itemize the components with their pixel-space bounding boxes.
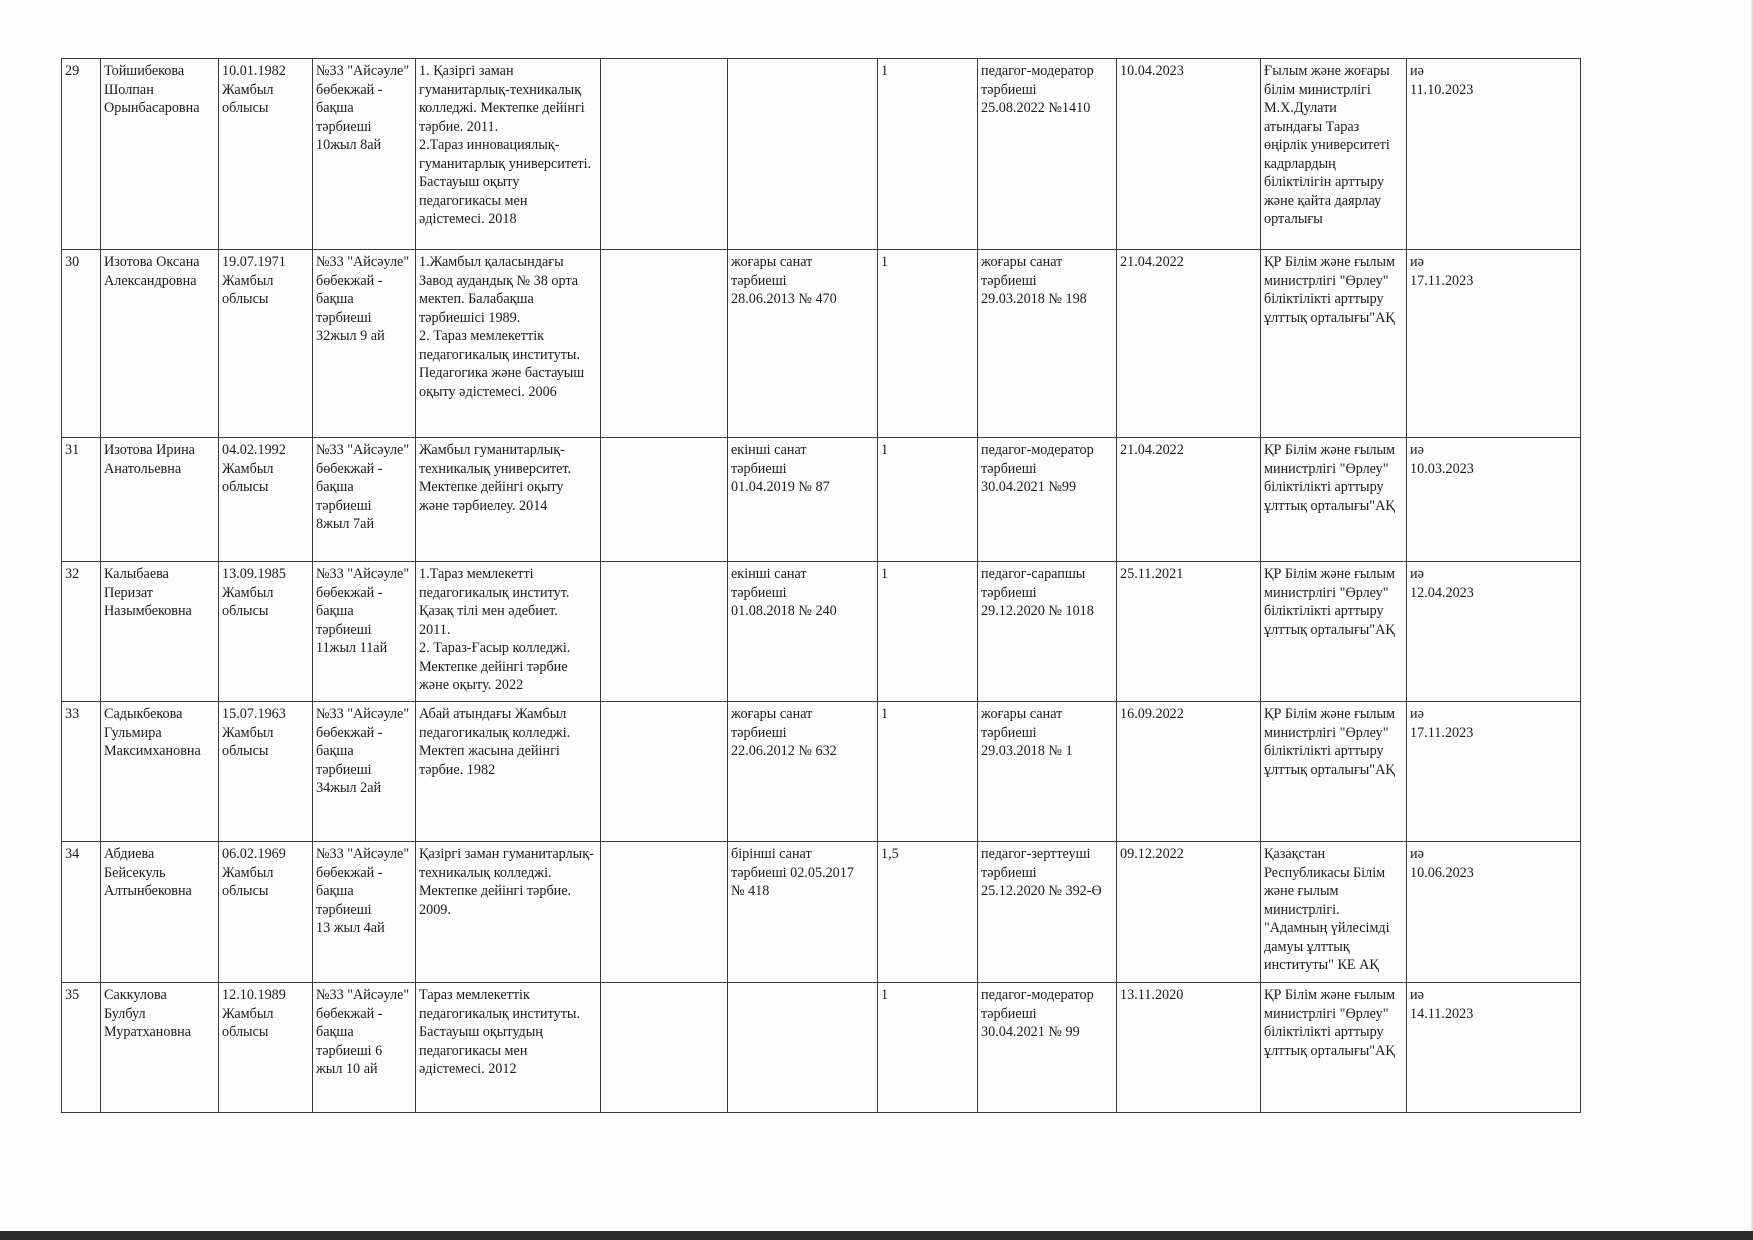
workplace-cell: №33 "Айсәуле" бөбекжай - бақша тәрбиеші 13 жыл 4ай xyxy=(313,842,416,983)
row-number-cell: 33 xyxy=(62,702,101,842)
education-cell: 1. Қазіргі заман гуманитарлық-техникалық колледжі. Мектепке дейінгі тәрбие. 2011. 2.Тараз инновациялық- гуманитарлық университеті. Бастауыш оқыту педагогикасы мен әдістемесі. 2018 xyxy=(416,59,601,250)
current-category-cell: педагог-модератор тәрбиеші 25.08.2022 №1410 xyxy=(978,59,1117,250)
previous-category-cell xyxy=(728,983,878,1113)
row-number-cell: 35 xyxy=(62,983,101,1113)
rate-cell: 1 xyxy=(878,438,978,562)
education-cell: Тараз мемлекеттік педагогикалық институты. Бастауыш оқытудың педагогикасы мен әдістемесі. 2012 xyxy=(416,983,601,1113)
course-organization-cell: ҚР Білім және ғылым министрлігі "Өрлеу" біліктілікті арттыру ұлттық орталығы"АҚ xyxy=(1261,562,1407,702)
course-organization-cell: Қазақстан Республикасы Білім және ғылым министрлігі. "Адамның үйлесімді дамуы ұлттық институты" КЕ АҚ xyxy=(1261,842,1407,983)
empty-cell xyxy=(601,702,728,842)
next-attestation-cell: иә 11.10.2023 xyxy=(1407,59,1581,250)
row-number-cell: 34 xyxy=(62,842,101,983)
empty-cell xyxy=(601,842,728,983)
row-number-cell: 31 xyxy=(62,438,101,562)
course-organization-cell: ҚР Білім және ғылым министрлігі "Өрлеу" біліктілікті арттыру ұлттық орталығы"АҚ xyxy=(1261,438,1407,562)
workplace-cell: №33 "Айсәуле" бөбекжай - бақша тәрбиеші 34жыл 2ай xyxy=(313,702,416,842)
current-category-cell: педагог-сарапшы тәрбиеші 29.12.2020 № 1018 xyxy=(978,562,1117,702)
full-name-cell: Саккулова Булбул Муратхановна xyxy=(101,983,219,1113)
previous-category-cell: жоғары санат тәрбиеші 22.06.2012 № 632 xyxy=(728,702,878,842)
birth-cell: 10.01.1982 Жамбыл облысы xyxy=(219,59,313,250)
workplace-cell: №33 "Айсәуле" бөбекжай - бақша тәрбиеші 32жыл 9 ай xyxy=(313,250,416,438)
row-number-cell: 32 xyxy=(62,562,101,702)
full-name-cell: Изотова Оксана Александровна xyxy=(101,250,219,438)
table-row xyxy=(62,983,1581,1113)
course-date-cell: 13.11.2020 xyxy=(1117,983,1261,1113)
empty-cell xyxy=(601,59,728,250)
full-name-cell: Садыкбекова Гульмира Максимхановна xyxy=(101,702,219,842)
course-date-cell: 10.04.2023 xyxy=(1117,59,1261,250)
row-number-cell: 29 xyxy=(62,59,101,250)
rate-cell: 1,5 xyxy=(878,842,978,983)
current-category-cell: жоғары санат тәрбиеші 29.03.2018 № 1 xyxy=(978,702,1117,842)
rate-cell: 1 xyxy=(878,250,978,438)
previous-category-cell: екінші санат тәрбиеші 01.08.2018 № 240 xyxy=(728,562,878,702)
full-name-cell: Абдиева Бейсекуль Алтынбековна xyxy=(101,842,219,983)
next-attestation-cell: иә 10.03.2023 xyxy=(1407,438,1581,562)
table-row xyxy=(62,438,1581,562)
full-name-cell: Изотова Ирина Анатольевна xyxy=(101,438,219,562)
education-cell: 1.Жамбыл қаласындағы Завод аудандық № 38 орта мектеп. Балабақша тәрбиешісі 1989. 2. Тараз мемлекеттік педагогикалық институты. Педагогика және бастауыш оқыту әдістемесі. 2006 xyxy=(416,250,601,438)
previous-category-cell: жоғары санат тәрбиеші 28.06.2013 № 470 xyxy=(728,250,878,438)
rate-cell: 1 xyxy=(878,983,978,1113)
course-organization-cell: ҚР Білім және ғылым министрлігі "Өрлеу" біліктілікті арттыру ұлттық орталығы"АҚ xyxy=(1261,983,1407,1113)
birth-cell: 13.09.1985 Жамбыл облысы xyxy=(219,562,313,702)
next-attestation-cell: иә 17.11.2023 xyxy=(1407,702,1581,842)
rate-cell: 1 xyxy=(878,702,978,842)
table-row xyxy=(62,702,1581,842)
birth-cell: 19.07.1971 Жамбыл облысы xyxy=(219,250,313,438)
course-date-cell: 09.12.2022 xyxy=(1117,842,1261,983)
staff-table-body xyxy=(62,59,1581,1113)
current-category-cell: педагог-зерттеуші тәрбиеші 25.12.2020 № 392-Ө xyxy=(978,842,1117,983)
next-attestation-cell: иә 14.11.2023 xyxy=(1407,983,1581,1113)
current-category-cell: педагог-модератор тәрбиеші 30.04.2021 №99 xyxy=(978,438,1117,562)
full-name-cell: Калыбаева Перизат Назымбековна xyxy=(101,562,219,702)
education-cell: Жамбыл гуманитарлық- техникалық университет. Мектепке дейінгі оқыту және тәрбиелеу. 2014 xyxy=(416,438,601,562)
empty-cell xyxy=(601,983,728,1113)
workplace-cell: №33 "Айсәуле" бөбекжай - бақша тәрбиеші 8жыл 7ай xyxy=(313,438,416,562)
workplace-cell: №33 "Айсәуле" бөбекжай - бақша тәрбиеші 10жыл 8ай xyxy=(313,59,416,250)
education-cell: Абай атындағы Жамбыл педагогикалық колледжі. Мектеп жасына дейінгі тәрбие. 1982 xyxy=(416,702,601,842)
previous-category-cell xyxy=(728,59,878,250)
staff-table xyxy=(61,58,1581,1113)
education-cell: 1.Тараз мемлекетті педагогикалық институт. Қазақ тілі мен әдебиет. 2011. 2. Тараз-Ғасыр колледжі. Мектепке дейінгі тәрбие және оқыту. 2022 xyxy=(416,562,601,702)
birth-cell: 06.02.1969 Жамбыл облысы xyxy=(219,842,313,983)
workplace-cell: №33 "Айсәуле" бөбекжай - бақша тәрбиеші 11жыл 11ай xyxy=(313,562,416,702)
rate-cell: 1 xyxy=(878,562,978,702)
course-organization-cell: Ғылым және жоғары білім министрлігі М.Х.Дулати атындағы Тараз өңірлік университеті кадрлардың біліктілігін арттыру және қайта даярлау орталығы xyxy=(1261,59,1407,250)
course-date-cell: 16.09.2022 xyxy=(1117,702,1261,842)
birth-cell: 12.10.1989 Жамбыл облысы xyxy=(219,983,313,1113)
education-cell: Қазіргі заман гуманитарлық- техникалық колледжі. Мектепке дейінгі тәрбие. 2009. xyxy=(416,842,601,983)
empty-cell xyxy=(601,562,728,702)
course-date-cell: 21.04.2022 xyxy=(1117,438,1261,562)
empty-cell xyxy=(601,250,728,438)
course-organization-cell: ҚР Білім және ғылым министрлігі "Өрлеу" біліктілікті арттыру ұлттық орталығы"АҚ xyxy=(1261,250,1407,438)
next-attestation-cell: иә 17.11.2023 xyxy=(1407,250,1581,438)
workplace-cell: №33 "Айсәуле" бөбекжай - бақша тәрбиеші 6 жыл 10 ай xyxy=(313,983,416,1113)
table-row xyxy=(62,250,1581,438)
empty-cell xyxy=(601,438,728,562)
next-attestation-cell: иә 10.06.2023 xyxy=(1407,842,1581,983)
current-category-cell: педагог-модератор тәрбиеші 30.04.2021 № 99 xyxy=(978,983,1117,1113)
table-row xyxy=(62,59,1581,250)
scan-bottom-edge xyxy=(0,1231,1753,1240)
previous-category-cell: екінші санат тәрбиеші 01.04.2019 № 87 xyxy=(728,438,878,562)
next-attestation-cell: иә 12.04.2023 xyxy=(1407,562,1581,702)
table-row xyxy=(62,842,1581,983)
course-organization-cell: ҚР Білім және ғылым министрлігі "Өрлеу" біліктілікті арттыру ұлттық орталығы"АҚ xyxy=(1261,702,1407,842)
current-category-cell: жоғары санат тәрбиеші 29.03.2018 № 198 xyxy=(978,250,1117,438)
birth-cell: 04.02.1992 Жамбыл облысы xyxy=(219,438,313,562)
birth-cell: 15.07.1963 Жамбыл облысы xyxy=(219,702,313,842)
course-date-cell: 25.11.2021 xyxy=(1117,562,1261,702)
table-row xyxy=(62,562,1581,702)
rate-cell: 1 xyxy=(878,59,978,250)
row-number-cell: 30 xyxy=(62,250,101,438)
previous-category-cell: бірінші санат тәрбиеші 02.05.2017 № 418 xyxy=(728,842,878,983)
course-date-cell: 21.04.2022 xyxy=(1117,250,1261,438)
full-name-cell: Тойшибекова Шолпан Орынбасаровна xyxy=(101,59,219,250)
